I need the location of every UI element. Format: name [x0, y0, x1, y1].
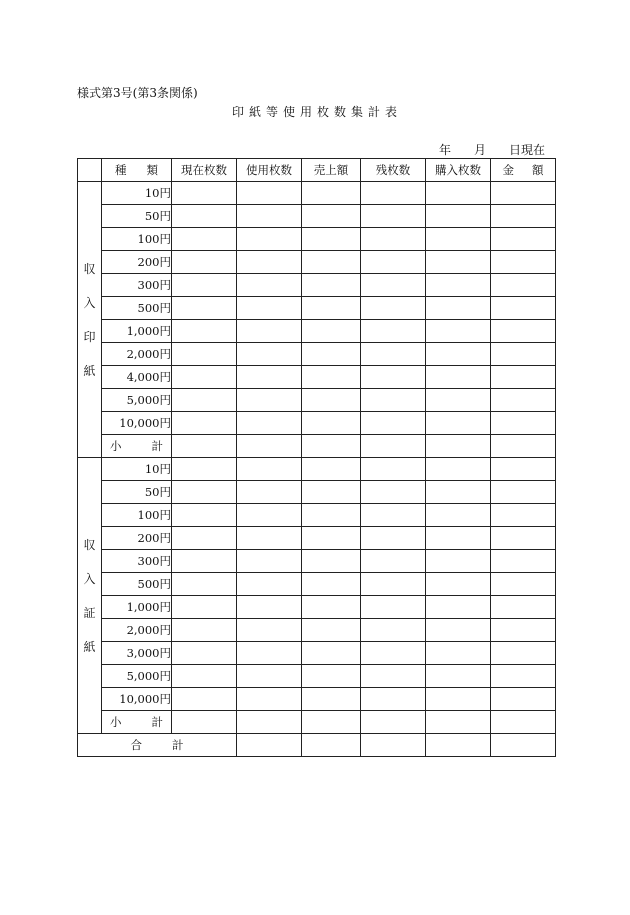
entry-cell[interactable]: [426, 504, 491, 527]
entry-cell[interactable]: [426, 527, 491, 550]
entry-cell[interactable]: [491, 573, 556, 596]
entry-cell[interactable]: [302, 711, 361, 734]
entry-cell[interactable]: [237, 389, 302, 412]
entry-cell[interactable]: [302, 665, 361, 688]
entry-cell[interactable]: [491, 251, 556, 274]
denomination-row: [78, 182, 556, 205]
entry-cell[interactable]: [302, 458, 361, 481]
grand-total-row: [78, 734, 556, 757]
grand-total-label: 合 計: [78, 734, 237, 757]
entry-cell[interactable]: [172, 412, 237, 435]
entry-cell[interactable]: [361, 274, 426, 297]
entry-cell[interactable]: [491, 205, 556, 228]
entry-cell[interactable]: [491, 550, 556, 573]
entry-cell[interactable]: [172, 504, 237, 527]
entry-cell[interactable]: [361, 458, 426, 481]
entry-cell[interactable]: [302, 619, 361, 642]
entry-cell[interactable]: [361, 481, 426, 504]
entry-cell[interactable]: [302, 642, 361, 665]
denomination-row: [78, 550, 556, 573]
header-remaining-count: 残枚数: [361, 159, 426, 182]
entry-cell[interactable]: [237, 573, 302, 596]
denomination-label: 3,000円: [102, 642, 172, 665]
entry-cell[interactable]: [426, 297, 491, 320]
entry-cell[interactable]: [426, 688, 491, 711]
entry-cell[interactable]: [302, 228, 361, 251]
entry-cell[interactable]: [172, 688, 237, 711]
denomination-label: 1,000円: [102, 596, 172, 619]
entry-cell[interactable]: [361, 596, 426, 619]
entry-cell[interactable]: [237, 688, 302, 711]
denomination-label: 10円: [102, 182, 172, 205]
entry-cell[interactable]: [237, 458, 302, 481]
header-used-count: 使用枚数: [237, 159, 302, 182]
entry-cell[interactable]: [302, 366, 361, 389]
entry-cell[interactable]: [426, 481, 491, 504]
entry-cell[interactable]: [426, 182, 491, 205]
entry-cell[interactable]: [172, 481, 237, 504]
entry-cell[interactable]: [426, 205, 491, 228]
entry-cell[interactable]: [302, 435, 361, 458]
denomination-label: 10円: [102, 458, 172, 481]
subtotal-row: [78, 711, 556, 734]
entry-cell[interactable]: [426, 665, 491, 688]
entry-cell[interactable]: [361, 688, 426, 711]
entry-cell[interactable]: [361, 251, 426, 274]
denomination-label: 10,000円: [102, 688, 172, 711]
entry-cell[interactable]: [491, 435, 556, 458]
entry-cell[interactable]: [426, 573, 491, 596]
entry-cell[interactable]: [302, 688, 361, 711]
entry-cell[interactable]: [172, 320, 237, 343]
entry-cell[interactable]: [302, 343, 361, 366]
subtotal-label: 小 計: [102, 711, 172, 734]
entry-cell[interactable]: [302, 274, 361, 297]
entry-cell[interactable]: [491, 711, 556, 734]
denomination-row: [78, 205, 556, 228]
entry-cell[interactable]: [491, 412, 556, 435]
entry-cell[interactable]: [491, 619, 556, 642]
entry-cell[interactable]: [237, 366, 302, 389]
entry-cell[interactable]: [237, 435, 302, 458]
entry-cell[interactable]: [237, 297, 302, 320]
entry-cell[interactable]: [237, 251, 302, 274]
denomination-label: 300円: [102, 274, 172, 297]
entry-cell[interactable]: [491, 665, 556, 688]
entry-cell[interactable]: [302, 182, 361, 205]
entry-cell[interactable]: [426, 711, 491, 734]
denomination-row: [78, 366, 556, 389]
denomination-row: [78, 527, 556, 550]
date-day-label: 日現在: [509, 143, 546, 157]
entry-cell[interactable]: [361, 573, 426, 596]
denomination-label: 5,000円: [102, 389, 172, 412]
denomination-row: [78, 665, 556, 688]
denomination-label: 1,000円: [102, 320, 172, 343]
header-corner-cell: [78, 159, 102, 182]
entry-cell[interactable]: [426, 550, 491, 573]
category-label: 収 入 証 紙: [78, 458, 102, 734]
denomination-row: [78, 573, 556, 596]
denomination-row: [78, 274, 556, 297]
entry-cell[interactable]: [172, 366, 237, 389]
denomination-row: [78, 642, 556, 665]
denomination-label: 500円: [102, 573, 172, 596]
entry-cell[interactable]: [172, 389, 237, 412]
entry-cell[interactable]: [237, 320, 302, 343]
denomination-row: [78, 458, 556, 481]
denomination-row: [78, 389, 556, 412]
entry-cell[interactable]: [237, 343, 302, 366]
entry-cell[interactable]: [172, 297, 237, 320]
denomination-row: [78, 251, 556, 274]
entry-cell[interactable]: [491, 182, 556, 205]
entry-cell[interactable]: [172, 205, 237, 228]
entry-cell[interactable]: [426, 366, 491, 389]
entry-cell[interactable]: [361, 205, 426, 228]
entry-cell[interactable]: [237, 550, 302, 573]
entry-cell[interactable]: [172, 573, 237, 596]
entry-cell[interactable]: [491, 504, 556, 527]
entry-cell[interactable]: [361, 665, 426, 688]
entry-cell[interactable]: [361, 642, 426, 665]
entry-cell[interactable]: [172, 458, 237, 481]
denomination-label: 300円: [102, 550, 172, 573]
entry-cell[interactable]: [172, 343, 237, 366]
denomination-row: [78, 481, 556, 504]
date-year-label: 年: [439, 143, 452, 157]
entry-cell[interactable]: [361, 366, 426, 389]
entry-cell[interactable]: [491, 297, 556, 320]
entry-cell[interactable]: [172, 228, 237, 251]
denomination-label: 100円: [102, 504, 172, 527]
entry-cell[interactable]: [361, 734, 426, 757]
entry-cell[interactable]: [491, 343, 556, 366]
entry-cell[interactable]: [237, 527, 302, 550]
header-row: [78, 159, 556, 182]
entry-cell[interactable]: [361, 504, 426, 527]
entry-cell[interactable]: [361, 550, 426, 573]
denomination-row: [78, 343, 556, 366]
denomination-label: 2,000円: [102, 619, 172, 642]
denomination-row: [78, 228, 556, 251]
entry-cell[interactable]: [302, 412, 361, 435]
header-current-count: 現在枚数: [172, 159, 237, 182]
denomination-row: [78, 320, 556, 343]
entry-cell[interactable]: [237, 711, 302, 734]
denomination-row: [78, 688, 556, 711]
entry-cell[interactable]: [426, 320, 491, 343]
entry-cell[interactable]: [361, 389, 426, 412]
entry-cell[interactable]: [237, 412, 302, 435]
entry-cell[interactable]: [361, 619, 426, 642]
entry-cell[interactable]: [361, 435, 426, 458]
entry-cell[interactable]: [302, 734, 361, 757]
entry-cell[interactable]: [237, 481, 302, 504]
entry-cell[interactable]: [302, 251, 361, 274]
denomination-label: 4,000円: [102, 366, 172, 389]
entry-cell[interactable]: [426, 389, 491, 412]
header-kind: 種 類: [102, 159, 172, 182]
entry-cell[interactable]: [361, 711, 426, 734]
entry-cell[interactable]: [491, 481, 556, 504]
entry-cell[interactable]: [302, 527, 361, 550]
entry-cell[interactable]: [237, 619, 302, 642]
form-title: 印紙等使用枚数集計表: [231, 105, 402, 119]
entry-cell[interactable]: [172, 642, 237, 665]
entry-cell[interactable]: [426, 734, 491, 757]
form-number: 様式第3号(第3条関係): [77, 86, 198, 100]
denomination-row: [78, 504, 556, 527]
entry-cell[interactable]: [491, 734, 556, 757]
entry-cell[interactable]: [491, 228, 556, 251]
entry-cell[interactable]: [426, 343, 491, 366]
entry-cell[interactable]: [361, 182, 426, 205]
denomination-label: 500円: [102, 297, 172, 320]
denomination-row: [78, 412, 556, 435]
entry-cell[interactable]: [302, 205, 361, 228]
entry-cell[interactable]: [172, 619, 237, 642]
entry-cell[interactable]: [237, 734, 302, 757]
entry-cell[interactable]: [302, 596, 361, 619]
entry-cell[interactable]: [302, 573, 361, 596]
subtotal-label: 小 計: [102, 435, 172, 458]
entry-cell[interactable]: [237, 665, 302, 688]
entry-cell[interactable]: [491, 596, 556, 619]
entry-cell[interactable]: [302, 481, 361, 504]
entry-cell[interactable]: [172, 182, 237, 205]
entry-cell[interactable]: [361, 228, 426, 251]
entry-cell[interactable]: [172, 550, 237, 573]
denomination-label: 200円: [102, 251, 172, 274]
entry-cell[interactable]: [361, 320, 426, 343]
entry-cell[interactable]: [237, 274, 302, 297]
denomination-row: [78, 297, 556, 320]
entry-cell[interactable]: [302, 320, 361, 343]
entry-cell[interactable]: [361, 412, 426, 435]
entry-cell[interactable]: [426, 642, 491, 665]
entry-cell[interactable]: [302, 297, 361, 320]
denomination-label: 200円: [102, 527, 172, 550]
entry-cell[interactable]: [426, 458, 491, 481]
entry-cell[interactable]: [172, 251, 237, 274]
entry-cell[interactable]: [237, 596, 302, 619]
entry-cell[interactable]: [361, 527, 426, 550]
entry-cell[interactable]: [361, 343, 426, 366]
entry-cell[interactable]: [491, 688, 556, 711]
denomination-label: 2,000円: [102, 343, 172, 366]
entry-cell[interactable]: [172, 711, 237, 734]
entry-cell[interactable]: [302, 504, 361, 527]
entry-cell[interactable]: [491, 366, 556, 389]
entry-cell[interactable]: [237, 182, 302, 205]
denomination-label: 50円: [102, 481, 172, 504]
entry-cell[interactable]: [426, 412, 491, 435]
entry-cell[interactable]: [426, 596, 491, 619]
entry-cell[interactable]: [491, 389, 556, 412]
entry-cell[interactable]: [361, 297, 426, 320]
denomination-label: 50円: [102, 205, 172, 228]
denomination-label: 10,000円: [102, 412, 172, 435]
entry-cell[interactable]: [172, 274, 237, 297]
entry-cell[interactable]: [237, 228, 302, 251]
entry-cell[interactable]: [491, 320, 556, 343]
entry-cell[interactable]: [237, 205, 302, 228]
denomination-label: 5,000円: [102, 665, 172, 688]
entry-cell[interactable]: [172, 435, 237, 458]
entry-cell[interactable]: [426, 435, 491, 458]
denomination-row: [78, 619, 556, 642]
entry-cell[interactable]: [491, 274, 556, 297]
entry-cell[interactable]: [172, 665, 237, 688]
entry-cell[interactable]: [302, 550, 361, 573]
entry-cell[interactable]: [426, 619, 491, 642]
entry-cell[interactable]: [491, 527, 556, 550]
entry-cell[interactable]: [426, 274, 491, 297]
denomination-row: [78, 596, 556, 619]
entry-cell[interactable]: [172, 527, 237, 550]
entry-cell[interactable]: [426, 228, 491, 251]
entry-cell[interactable]: [172, 596, 237, 619]
entry-cell[interactable]: [426, 251, 491, 274]
date-month-label: 月: [474, 143, 487, 157]
header-amount: 金 額: [491, 159, 556, 182]
header-sales-amount: 売上額: [302, 159, 361, 182]
subtotal-row: [78, 435, 556, 458]
entry-cell[interactable]: [491, 458, 556, 481]
header-purchase-count: 購入枚数: [426, 159, 491, 182]
entry-cell[interactable]: [237, 504, 302, 527]
category-label: 収 入 印 紙: [78, 182, 102, 458]
entry-cell[interactable]: [237, 642, 302, 665]
entry-cell[interactable]: [302, 389, 361, 412]
entry-cell[interactable]: [491, 642, 556, 665]
denomination-label: 100円: [102, 228, 172, 251]
stamp-count-table: [77, 158, 556, 757]
